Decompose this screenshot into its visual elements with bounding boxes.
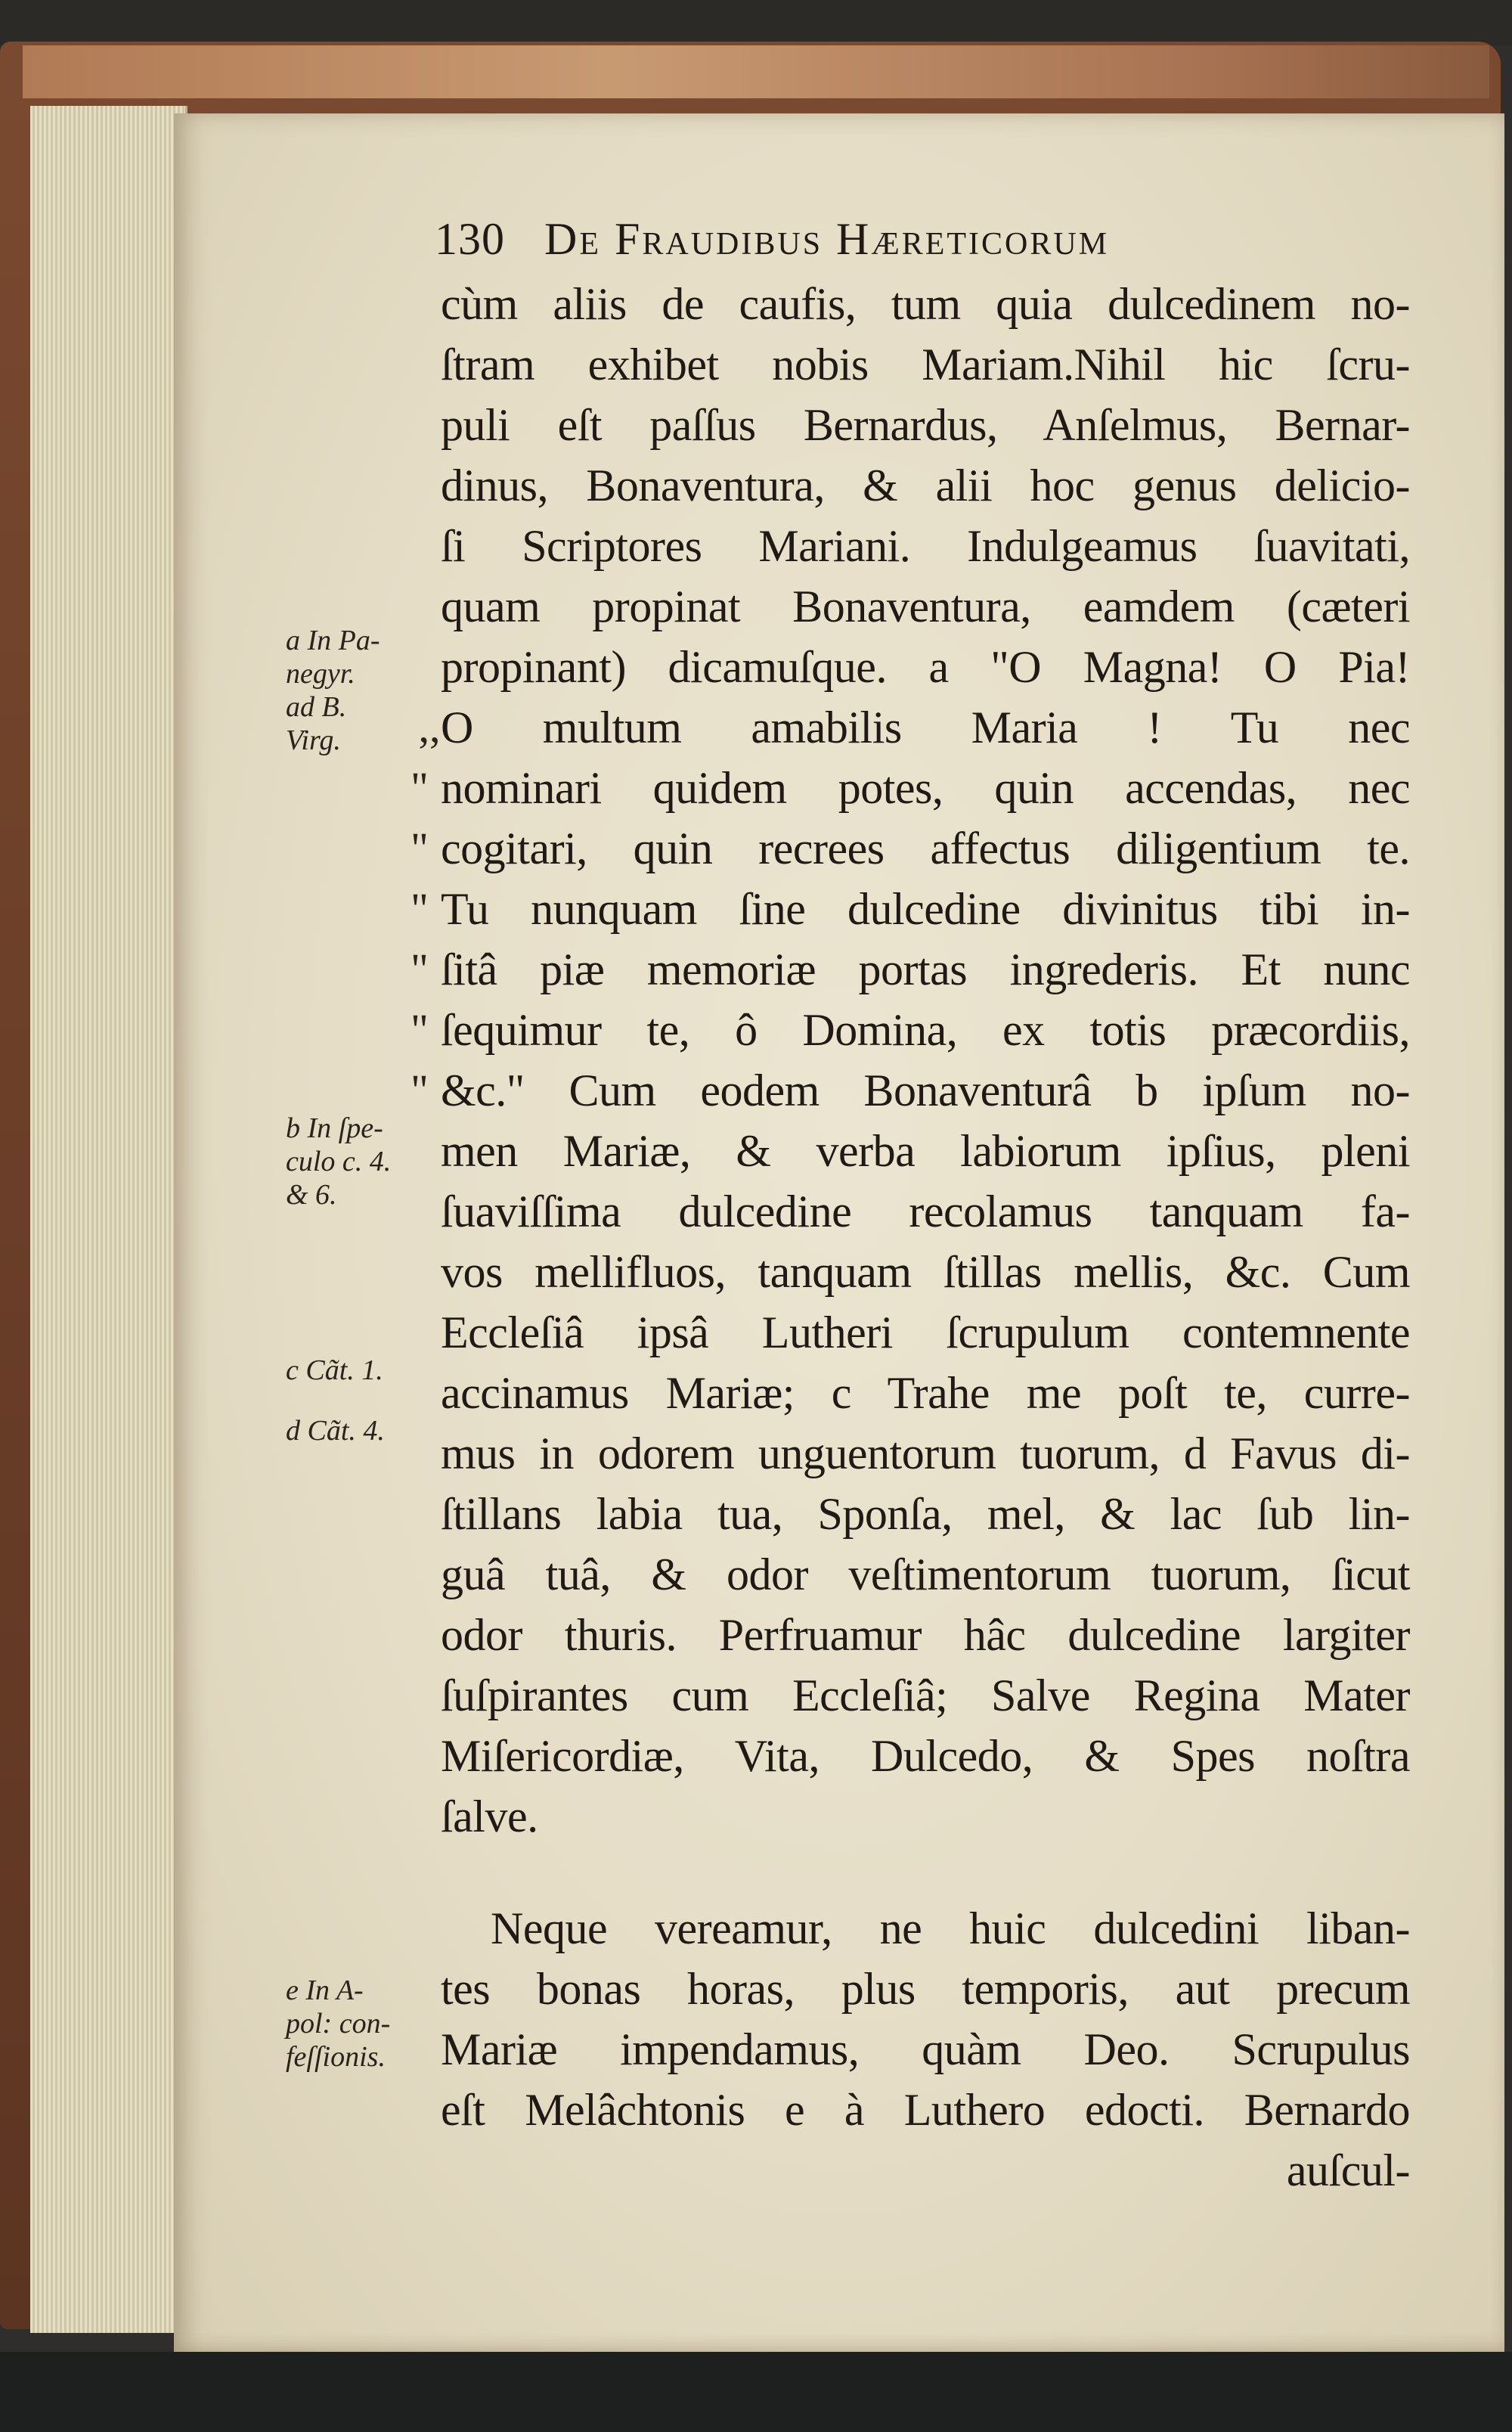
quote-mark: "	[411, 824, 429, 873]
quote-mark: "	[411, 945, 429, 994]
text-line: Eccleſiâ ipsâ Lutheri ſcrupulum contemnente	[441, 1308, 1410, 1357]
text-line: Neque vereamur, ne huic dulcedini liban-	[491, 1903, 1410, 1953]
text-line: Tu nunquam ſine dulcedine divinitus tibi in-	[441, 884, 1410, 934]
text-line: cogitari, quin recrees affectus diligentium te.	[441, 824, 1410, 873]
text-line: men Mariæ, & verba labiorum ipſius, pleni	[441, 1126, 1410, 1176]
text-line: propinant) dicamuſque. a "O Magna! O Pia!	[441, 642, 1410, 692]
text-line: quam propinat Bonaventura, eamdem (cæteri	[441, 582, 1410, 631]
text-line: ſuſpirantes cum Eccleſiâ; Salve Regina Mater	[441, 1670, 1410, 1720]
text-line: Mariæ impendamus, quàm Deo. Scrupulus	[441, 2024, 1410, 2074]
margin-note: a In Pa- negyr. ad B. Virg.	[286, 625, 380, 756]
page-header	[435, 213, 1448, 274]
text-line: vos mellifluos, tanquam ſtillas mellis, &c. Cum	[441, 1247, 1410, 1297]
text-line: guâ tuâ, & odor veſtimentorum tuorum, ſicut	[441, 1549, 1410, 1599]
text-line: ſi Scriptores Mariani. Indulgeamus ſuavitati,	[441, 521, 1410, 571]
text-line: accinamus Mariæ; c Trahe me poſt te, curre-	[441, 1368, 1410, 1418]
text-line: dinus, Bonaventura, & alii hoc genus delicio-	[441, 461, 1410, 510]
text-line: ſtram exhibet nobis Mariam.Nihil hic ſcru-	[441, 340, 1410, 389]
quote-mark: ,,	[418, 703, 441, 752]
dark-background-bottom	[0, 2352, 1512, 2432]
text-line: nominari quidem potes, quin accendas, nec	[441, 763, 1410, 813]
text-line: cùm aliis de caufis, tum quia dulcedinem no-	[441, 279, 1410, 329]
text-line: O multum amabilis Maria ! Tu nec	[441, 703, 1410, 752]
text-line: eſt Melâchtonis e à Luthero edocti. Bernardo	[441, 2085, 1410, 2135]
margin-note: d Cãt. 4.	[286, 1415, 385, 1447]
text-line: ſuaviſſima dulcedine recolamus tanquam fa-	[441, 1187, 1410, 1236]
text-line: ſequimur te, ô Domina, ex totis præcordiis,	[441, 1005, 1410, 1055]
margin-note: b In ſpe- culo c. 4. & 6.	[286, 1112, 392, 1211]
page-edges	[30, 106, 187, 2333]
dark-background-top	[0, 0, 1512, 45]
page-number: 130	[435, 214, 505, 264]
quote-mark: "	[411, 1005, 429, 1054]
text-line: ſalve.	[441, 1791, 538, 1841]
text-line: ſitâ piæ memoriæ portas ingrederis. Et nunc	[441, 945, 1410, 994]
text-line: mus in odorem unguentorum tuorum, d Favus di-	[441, 1428, 1410, 1478]
text-line: tes bonas horas, plus temporis, aut precum	[441, 1964, 1410, 2014]
text-line: puli eſt paſſus Bernardus, Anſelmus, Bernar-	[441, 400, 1410, 450]
margin-note: c Cãt. 1.	[286, 1354, 383, 1386]
running-title: De Fraudibus Hæreticorum	[544, 214, 1110, 264]
book-cover-top-edge	[23, 45, 1489, 98]
text-line: Miſericordiæ, Vita, Dulcedo, & Spes noſtra	[441, 1731, 1410, 1781]
margin-note: e In A- pol: con- feſſionis.	[286, 1974, 391, 2073]
quote-mark: "	[411, 1066, 429, 1115]
text-line: &c." Cum eodem Bonaventurâ b ipſum no-	[441, 1066, 1410, 1115]
quote-mark: "	[411, 884, 429, 933]
text-line: ſtillans labia tua, Sponſa, mel, & lac ſub lin-	[441, 1489, 1410, 1539]
quote-mark: "	[411, 763, 429, 812]
text-line: odor thuris. Perfruamur hâc dulcedine largiter	[441, 1610, 1410, 1660]
text-line: auſcul-	[1286, 2145, 1410, 2195]
